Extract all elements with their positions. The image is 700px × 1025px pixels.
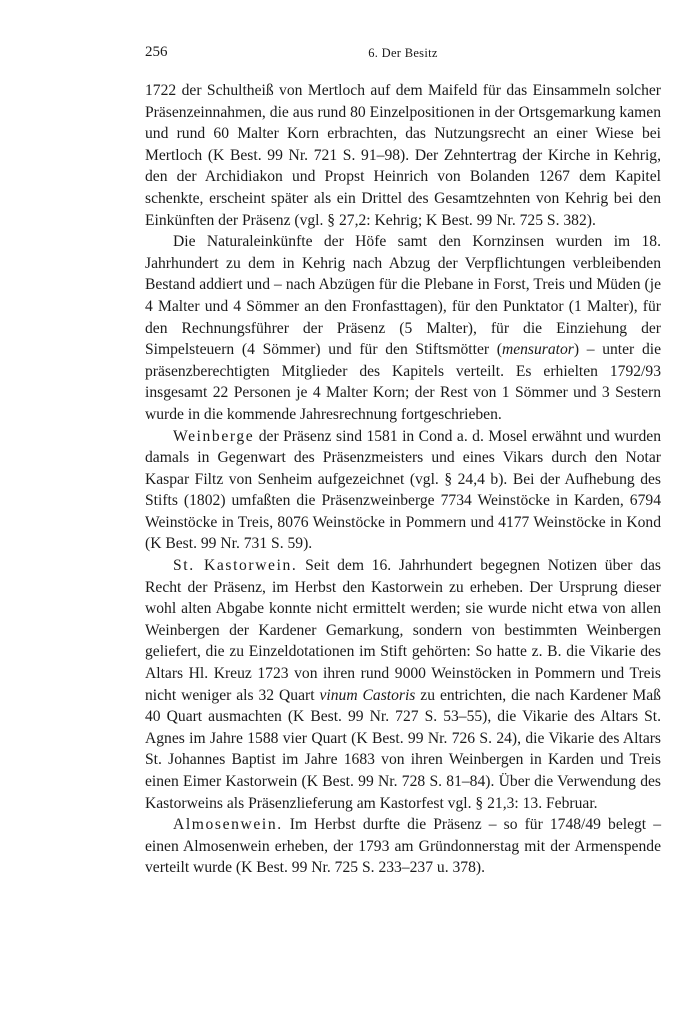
italic-term: mensurator <box>501 341 574 359</box>
section-lead-term: Weinberge <box>173 427 255 445</box>
page-number: 256 <box>145 44 168 60</box>
paragraph-text: Seit dem 16. Jahrhundert begegnen Notizen über das Recht der Präsenz, im Herbst den Kastorwein zu erheben. Der Ursprung dieser wohl alten Abgabe konnte nicht ermittelt werden; sie wurde nicht etwa von allen Weinbergen der Kardener Gemarkung, sondern von bestimmten Weinbergen geliefert, die zu Einzeldotationen im Stift gehörten: So hatte z. B. die Vikarie des Altars Hl. Kreuz 1723 von ihren rund 9000 Weinstöcken in Pommern und Treis nicht weniger als 32 Quart <box>145 557 661 704</box>
paragraph-text: Im Herbst durfte die Präsenz – so für 1748/49 belegt – einen Almosenwein erheben, der 1793 am Gründonnerstag mit der Armenspende verteilt wurde (K Best. 99 Nr. 725 S. 233–237 u. 378). <box>145 816 661 877</box>
paragraph-kastorwein <box>145 555 661 814</box>
paragraph-weinberge <box>145 426 661 556</box>
italic-term: vinum Castoris <box>319 686 416 704</box>
paragraph-mertloch <box>145 80 661 231</box>
paragraph-text: Die Naturaleinkünfte der Höfe samt den Kornzinsen wurden im 18. Jahrhundert zu dem in Kehrig nach Abzug der Verpflichtungen verbleibenden Bestand addiert und – nach Abzügen für die Plebane in Forst, Treis und Müden (je 4 Malter und 4 Sömmer an den Fronfasttagen), für den Punktator (1 Malter), für den Rechnungsführer der Präsenz (5 Malter), für die Einziehung der Simpelsteuern (4 Sömmer) und für den Stiftsmötter ( <box>145 233 661 359</box>
section-lead-term: St. Kastorwein. <box>173 557 298 575</box>
paragraph-text: ) – unter die präsenzberechtigten Mitglieder des Kapitels verteilt. Es erhielten 1792/93 insgesamt 22 Personen je 4 Malter Korn; der Rest von 1 Sömmer und 3 Sestern wurde in die kommende Jahresrechnung fortgeschrieben. <box>145 341 661 423</box>
paragraph-almosenwein <box>145 814 661 879</box>
paragraph-text: der Präsenz sind 1581 in Cond a. d. Mosel erwähnt und wurden damals in Gegenwart des Präsenzmeisters und eines Vikars durch den Notar Kaspar Filtz von Senheim aufgezeichnet (vgl. § 24,4 b). Bei der Aufhebung des Stifts (1802) umfaßten die Präsenzweinberge 7734 Weinstöcke in Karden, 6794 Weinstöcke in Treis, 8076 Weinstöcke in Pommern und 4177 Weinstöcke in Kond (K Best. 99 Nr. 731 S. 59). <box>145 427 661 553</box>
paragraph-naturaleinkuenfte <box>145 231 661 425</box>
paragraph-text: 1722 der Schultheiß von Mertloch auf dem Maifeld für das Einsammeln solcher Präsenzeinnahmen, die aus rund 80 Einzelpositionen in der Ortsgemarkung kamen und rund 60 Malter Korn erbrachten, das Nutzungsrecht an einer Wiese bei Mertloch (K Best. 99 Nr. 721 S. 91–98). Der Zehntertrag der Kirche in Kehrig, den der Archidiakon und Propst Heinrich von Bolanden 1267 dem Kapitel schenkte, erscheint später als ein Drittel des Gesamtzehnten von Kehrig bei den Einkünften der Präsenz (vgl. § 27,2: Kehrig; K Best. 99 Nr. 725 S. 382). <box>145 82 661 229</box>
page-header <box>145 44 661 66</box>
paragraph-text: zu entrichten, die nach Kardener Maß 40 Quart ausmachten (K Best. 99 Nr. 727 S. 53–55), die Vikarie des Altars St. Agnes im Jahre 1588 vier Quart (K Best. 99 Nr. 726 S. 24), die Vikarie des Altars St. Johannes Baptist im Jahre 1683 von ihren Weinbergen in Karden und Treis einen Eimer Kastorwein (K Best. 99 Nr. 728 S. 81–84). Über die Verwendung des Kastorweins als Präsenzlieferung am Kastorfest vgl. § 21,3: 13. Februar. <box>145 686 661 812</box>
body-text <box>145 80 661 879</box>
running-head: 6. Der Besitz <box>368 46 438 60</box>
section-lead-term: Almosenwein. <box>173 816 283 834</box>
